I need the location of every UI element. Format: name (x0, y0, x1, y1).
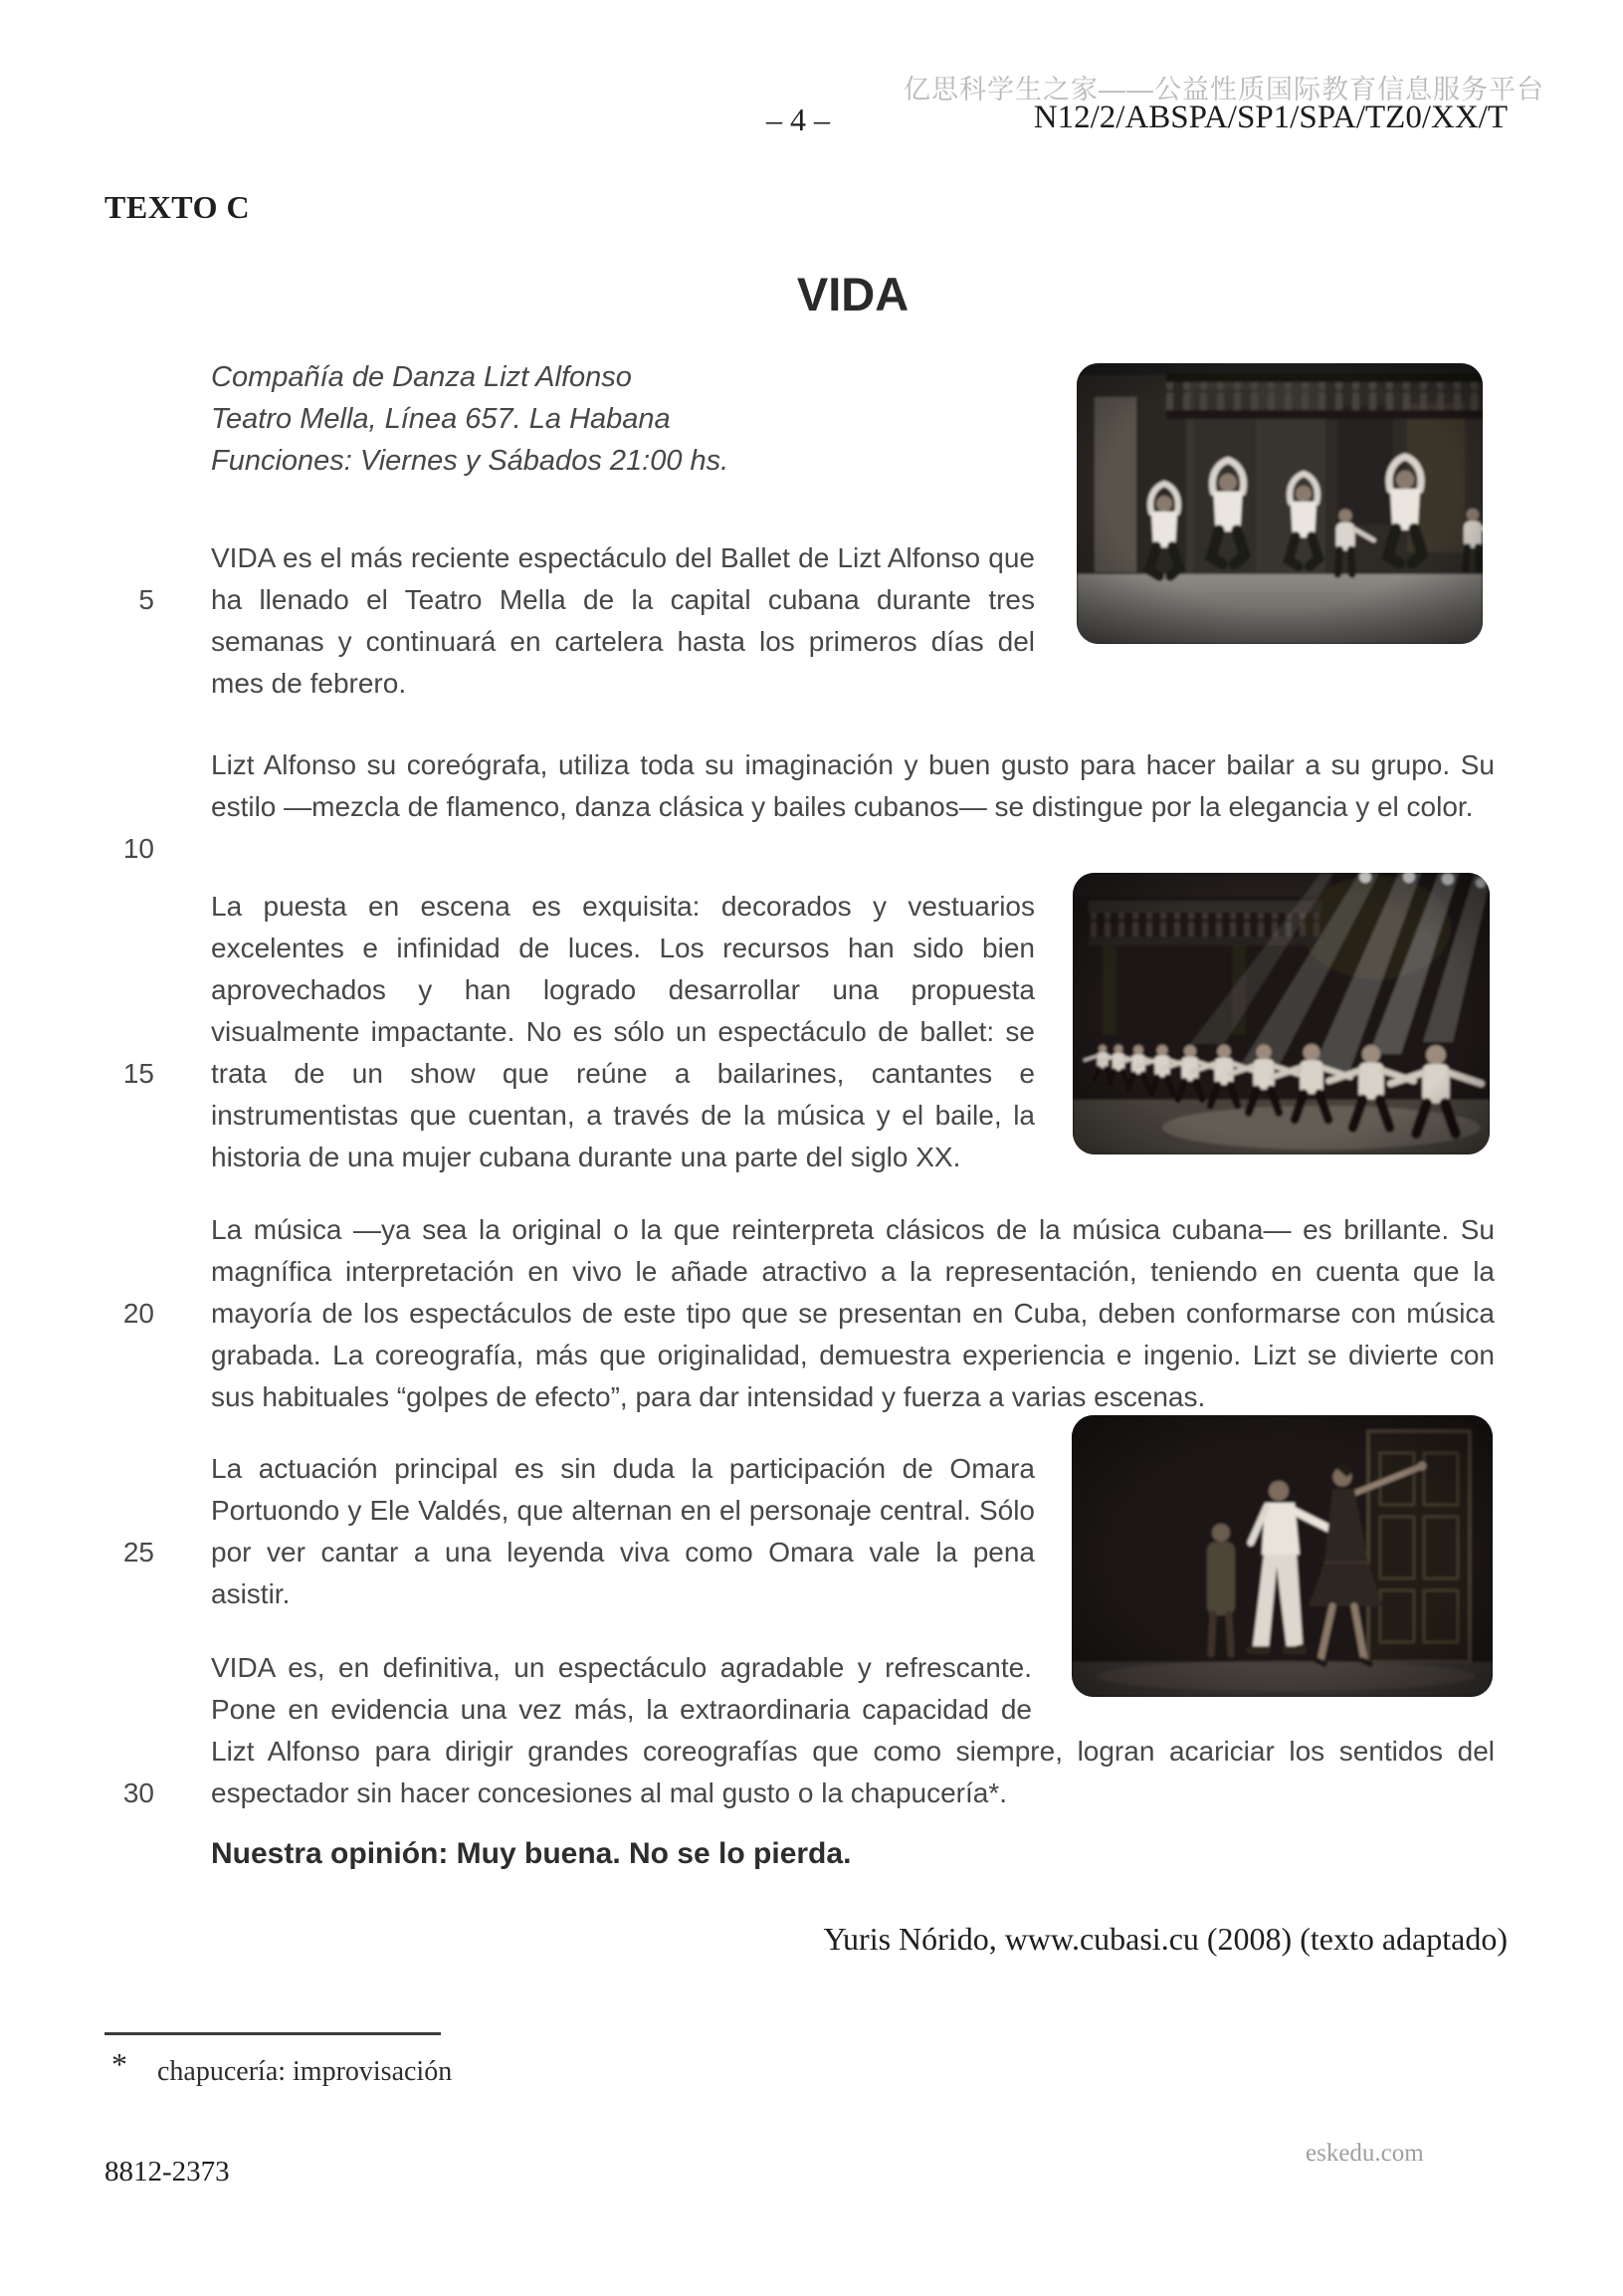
page-number: – 4 – (766, 102, 830, 137)
footnote-asterisk: * (111, 2046, 127, 2082)
section-label: TEXTO C (104, 189, 251, 225)
show-info-line: Teatro Mella, Línea 657. La Habana (211, 403, 671, 435)
line-number-10: 10 (122, 833, 154, 864)
show-info-block (211, 356, 1037, 482)
dancer-chain-illustration (1073, 873, 1490, 1154)
watermark-text: 亿思科学生之家——公益性质国际教育信息服务平台 (904, 75, 1544, 104)
line-number-15: 15 (122, 1058, 154, 1089)
attribution-line: Yuris Nórido, www.cubasi.cu (2008) (texto adaptado) (823, 1921, 1508, 1957)
dancing-couple-photo (1072, 1415, 1493, 1697)
document-number: 8812-2373 (104, 2156, 230, 2188)
footnote-divider (104, 2032, 441, 2035)
show-info-line: Funciones: Viernes y Sábados 21:00 hs. (211, 445, 729, 477)
line-number-30: 30 (122, 1777, 154, 1808)
paragraph: La puesta en escena es exquisita: decorados y vestuarios excelentes e infinidad de luces. Los recursos han sido bien aprovechados y han logrado desarrollar una propuesta visualmente impactante. No es sólo un espectáculo de ballet: se trata de un show que reúne a bailarines, cantantes e instrumentistas que cuentan, a través de la música y el baile, la historia de una mujer cubana durante una parte del siglo XX. (211, 891, 1035, 1172)
paragraph: La actuación principal es sin duda la participación de Omara Portuondo y Ele Valdés, que alternan en el personaje central. Sólo por ver cantar a una leyenda viva como Omara vale la pena asistir. (211, 1453, 1035, 1609)
dancing-couple-illustration (1072, 1415, 1493, 1697)
footnote-definition: chapucería: improvisación (157, 2056, 453, 2087)
paragraph: Lizt Alfonso su coreógrafa, utiliza toda su imaginación y buen gusto para hacer bailar a su grupo. Su estilo —mezcla de flamenco, danza clásica y bailes cubanos— se distingue por la elegancia y el color. (211, 749, 1495, 822)
opinion-line: Nuestra opinión: Muy buena. No se lo pierda. (211, 1837, 852, 1870)
line-number-25: 25 (122, 1537, 154, 1567)
site-watermark: eskedu.com (1306, 2140, 1424, 2167)
line-number-5: 5 (138, 584, 154, 615)
show-info-line: Compañía de Danza Lizt Alfonso (211, 361, 632, 393)
jumping-dancers-photo (1077, 363, 1483, 644)
paragraph: VIDA es el más reciente espectáculo del Ballet de Lizt Alfonso que ha llenado el Teatro Mella de la capital cubana durante tres semanas y continuará en cartelera hasta los primeros días del mes de febrero. (211, 542, 1035, 699)
exam-code: N12/2/ABSPA/SP1/SPA/TZ0/XX/T (1033, 100, 1508, 135)
dancer-chain-photo (1073, 873, 1490, 1154)
jumping-dancers-illustration (1077, 363, 1483, 644)
line-number-20: 20 (122, 1298, 154, 1329)
article-title: VIDA (796, 268, 910, 320)
paragraph-text: VIDA es, en definitiva, un espectáculo agradable y refrescante. Pone en evidencia una vez más, la extraordinaria capacidad de Lizt Alfonso para dirigir grandes coreografías que como siempre, logran acariciar los sentidos del espectador sin hacer concesiones al mal gusto o la chapucería*. (211, 1652, 1495, 1808)
paragraph: La música —ya sea la original o la que reinterpreta clásicos de la música cubana— es brillante. Su magnífica interpretación en vivo le añade atractivo a la representación, teniendo en cuenta que la mayoría de los espectáculos de este tipo que se presentan en Cuba, deben conformarse con música grabada. La coreografía, más que originalidad, demuestra experiencia e ingenio. Lizt se divierte con sus habituales “golpes de efecto”, para dar intensidad y fuerza a varias escenas. (211, 1214, 1495, 1412)
